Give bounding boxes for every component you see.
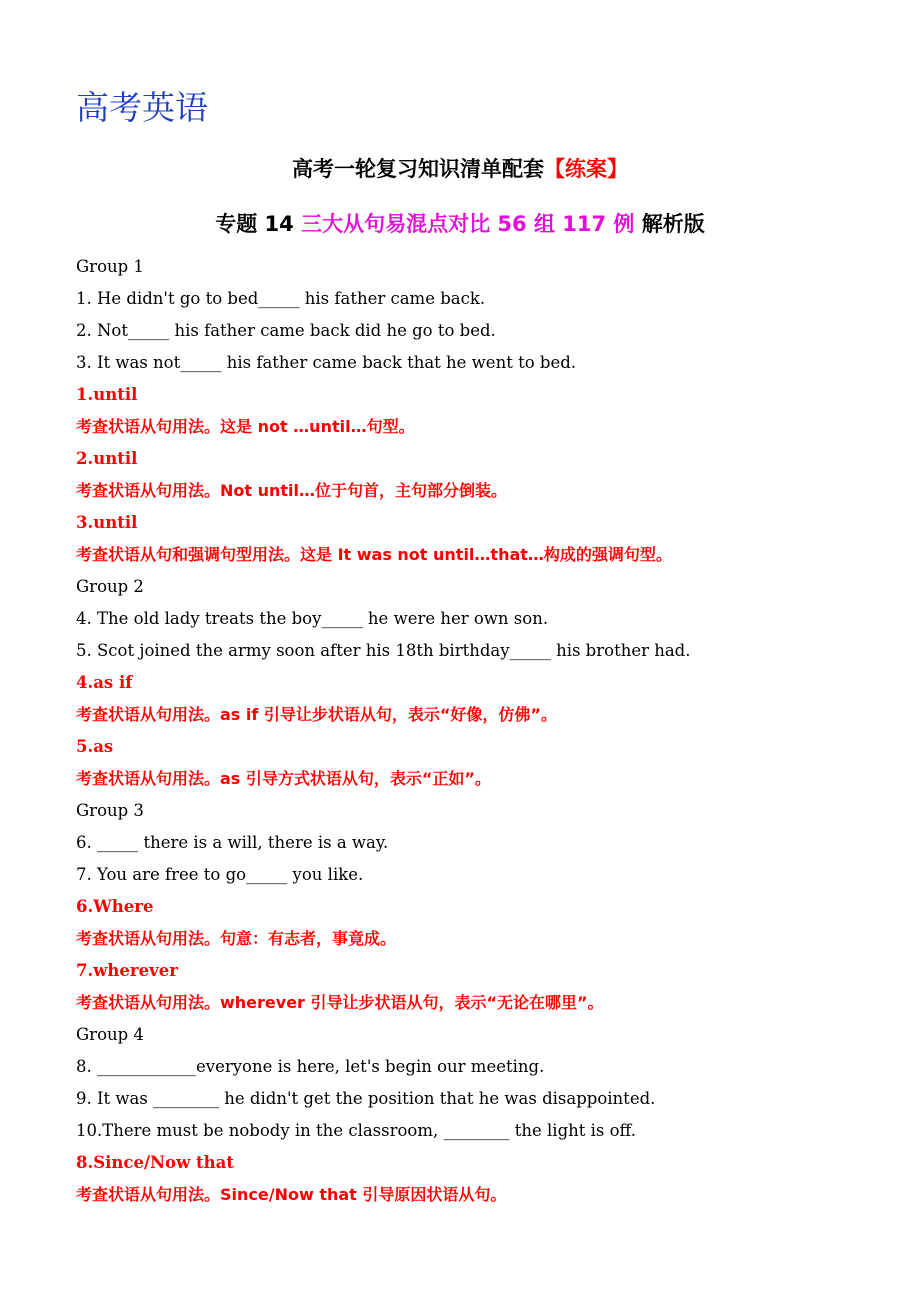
document-title-accent: 【练案】	[544, 157, 628, 181]
answer-line: 6.Where	[76, 897, 154, 916]
explanation-line: 考查状语从句和强调句型用法。这是 It was not until…that…构成的强调句型。	[76, 545, 672, 564]
question-line: 5. Scot joined the army soon after his 18th birthday_____ his brother had.	[76, 641, 691, 660]
group-heading: Group 3	[76, 801, 144, 820]
group-heading: Group 2	[76, 577, 144, 596]
subtitle-prefix: 专题 14	[215, 212, 302, 236]
brand-title: 高考英语	[76, 88, 208, 127]
question-line: 9. It was ________ he didn't get the position that he was disappointed.	[76, 1089, 656, 1108]
explanation-line: 考查状语从句用法。as if 引导让步状语从句，表示“好像，仿佛”。	[76, 705, 557, 724]
answer-line: 1.until	[76, 385, 138, 404]
question-line: 2. Not_____ his father came back did he go to bed.	[76, 321, 496, 340]
question-line: 7. You are free to go_____ you like.	[76, 865, 364, 884]
explanation-line: 考查状语从句用法。句意：有志者，事竟成。	[76, 929, 397, 948]
explanation-line: 考查状语从句用法。Not until…位于句首，主句部分倒装。	[76, 481, 508, 500]
answer-line: 2.until	[76, 449, 138, 468]
exercise-content	[76, 251, 896, 1211]
question-line: 8. ____________everyone is here, let's begin our meeting.	[76, 1057, 545, 1076]
answer-line: 7.wherever	[76, 961, 178, 980]
document-title-main: 高考一轮复习知识清单配套	[292, 157, 544, 181]
explanation-line: 考查状语从句用法。wherever 引导让步状语从句，表示“无论在哪里”。	[76, 993, 604, 1012]
explanation-line: 考查状语从句用法。Since/Now that 引导原因状语从句。	[76, 1185, 507, 1204]
subtitle-accent: 三大从句易混点对比 56 组 117 例	[301, 212, 635, 236]
group-heading: Group 4	[76, 1025, 144, 1044]
group-heading: Group 1	[76, 257, 144, 276]
question-line: 1. He didn't go to bed_____ his father came back.	[76, 289, 486, 308]
explanation-line: 考查状语从句用法。as 引导方式状语从句，表示“正如”。	[76, 769, 491, 788]
question-line: 10.There must be nobody in the classroom, ________ the light is off.	[76, 1121, 636, 1140]
answer-line: 5.as	[76, 737, 114, 756]
subtitle-suffix: 解析版	[634, 212, 705, 236]
explanation-line: 考查状语从句用法。这是 not …until…句型。	[76, 417, 415, 436]
question-line: 6. _____ there is a will, there is a way.	[76, 833, 389, 852]
document-subtitle	[0, 206, 920, 242]
answer-line: 4.as if	[76, 673, 133, 692]
question-line: 4. The old lady treats the boy_____ he were her own son.	[76, 609, 549, 628]
question-line: 3. It was not_____ his father came back that he went to bed.	[76, 353, 577, 372]
document-title	[0, 152, 920, 186]
answer-line: 8.Since/Now that	[76, 1153, 234, 1172]
answer-line: 3.until	[76, 513, 138, 532]
